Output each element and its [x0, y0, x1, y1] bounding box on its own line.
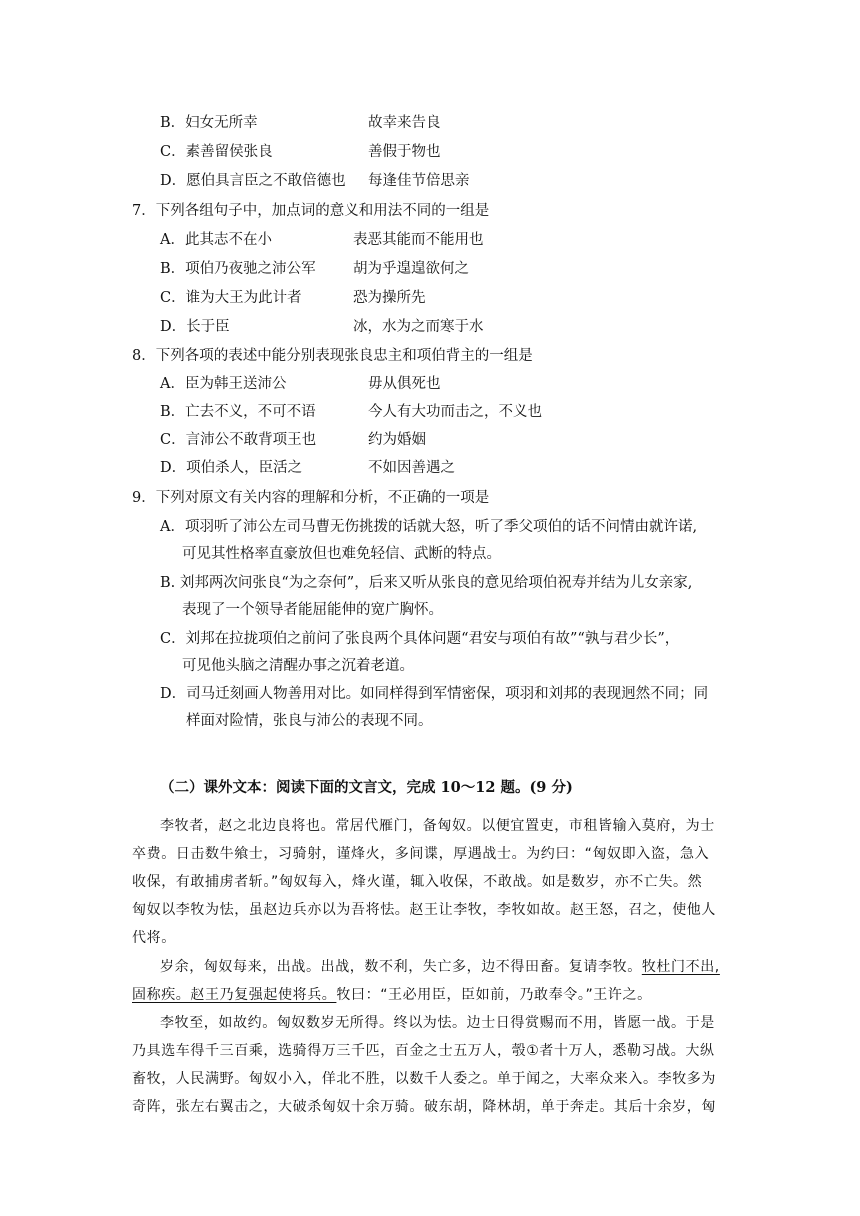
passage-p3-line2: 乃具选车得千三百乘，选骑得万三千匹，百金之士五万人，彀①者十万人，悉勒习战。大纵 — [132, 1043, 715, 1059]
q7-stem: 7．下列各组句子中，加点词的意义和用法不同的一组是 — [132, 203, 490, 219]
passage-p3-line4: 奇阵，张左右翼击之，大破杀匈奴十余万骑。破东胡，降林胡，单于奔走。其后十余岁，匈 — [132, 1099, 716, 1115]
passage-p2-line1 — [160, 957, 720, 977]
q6-option-c: C．素善留侯张良 — [160, 144, 273, 160]
q9-option-c-line1: C．刘邦在拉拢项伯之前问了张良两个具体问题“君安与项伯有故”“孰与君少长”， — [160, 631, 680, 647]
q8-option-c: C．言沛公不敢背项王也 — [160, 432, 317, 448]
q9-option-a-line2: 可见其性格率直豪放但也难免轻信、武断的特点。 — [182, 546, 501, 562]
q6-option-d: D．愿伯具言臣之不敢倍德也 — [160, 173, 346, 189]
q7-option-c: C．谁为大王为此计者 — [160, 290, 302, 306]
q8-option-d-right: 不如因善遇之 — [368, 460, 455, 476]
passage-p1-line1: 李牧者，赵之北边良将也。常居代雁门，备匈奴。以便宜置吏，市租皆输入莫府，为士 — [160, 818, 715, 834]
q8-option-a-right: 毋从俱死也 — [368, 376, 441, 392]
q8-option-b: B．亡去不义，不可不语 — [160, 404, 316, 420]
q7-option-a: A．此其志不在小 — [160, 232, 272, 248]
q6-option-d-right: 每逢佳节倍思亲 — [368, 173, 470, 189]
q7-option-b: B．项伯乃夜驰之沛公军 — [160, 261, 316, 277]
q8-option-d: D．项伯杀人，臣活之 — [160, 460, 303, 476]
passage-p3-line1: 李牧至，如故约。匈奴数岁无所得。终以为怯。边士日得赏赐而不用，皆愿一战。于是 — [160, 1015, 715, 1031]
q9-stem: 9．下列对原文有关内容的理解和分析，不正确的一项是 — [132, 490, 490, 506]
q9-option-d-line1: D．司马迁刻画人物善用对比。如同样得到军情密保，项羽和刘邦的表现迥然不同；同 — [160, 686, 709, 702]
passage-p1-line3: 收保，有敢捕虏者斩。”匈奴每入，烽火谨，辄入收保，不敢战。如是数岁，亦不亡失。然 — [132, 874, 703, 890]
q6-option-c-right: 善假于物也 — [368, 144, 441, 160]
q9-option-b-line2: 表现了一个领导者能屈能伸的宽广胸怀。 — [182, 602, 443, 618]
q7-option-d: D．长于臣 — [160, 319, 230, 335]
passage-p2-line2-plain: 牧曰：“王必用臣，臣如前，乃敢奉令。”王许之。 — [336, 987, 652, 1003]
section-2-title: （二）课外文本：阅读下面的文言文，完成 10～12 题。(9 分) — [160, 779, 573, 796]
q8-option-a: A．臣为韩王送沛公 — [160, 376, 287, 392]
q9-option-b-line1: B. 刘邦两次问张良“为之奈何”，后来又听从张良的意见给项伯祝寿并结为儿女亲家, — [160, 575, 693, 591]
q9-option-a-line1: A．项羽听了沛公左司马曹无伤挑拨的话就大怒，听了季父项伯的话不问情由就许诺, — [160, 519, 698, 535]
q7-option-c-right: 恐为操所先 — [353, 290, 426, 306]
q6-option-b: B．妇女无所幸 — [160, 115, 258, 131]
q9-option-c-line2: 可见他头脑之清醒办事之沉着老道。 — [182, 658, 414, 674]
passage-p2-underlined-a: 牧杜门不出, — [641, 959, 720, 975]
q8-option-c-right: 约为婚姻 — [368, 432, 426, 448]
passage-p3-line3: 畜牧，人民满野。匈奴小入，佯北不胜，以数千人委之。单于闻之，大率众来入。李牧多为 — [132, 1071, 716, 1087]
q6-option-b-right: 故幸来告良 — [368, 115, 441, 131]
q9-option-d-line2: 样面对险情，张良与沛公的表现不同。 — [186, 713, 433, 729]
passage-p1-line2: 卒费。日击数牛飨士，习骑射，谨烽火，多间谍，厚遇战士。为约曰：“匈奴即入盗，急入 — [132, 846, 710, 862]
passage-p1-line4: 匈奴以李牧为怯，虽赵边兵亦以为吾将怯。赵王让李牧，李牧如故。赵王怒，召之，使他人 — [132, 902, 716, 918]
q7-option-a-right: 表恶其能而不能用也 — [353, 232, 484, 248]
q7-option-d-right: 冰，水为之而寒于水 — [353, 319, 484, 335]
passage-p2-line2 — [132, 985, 652, 1005]
passage-p2-underlined-b: 固称疾。赵王乃复强起使将兵。 — [132, 987, 337, 1003]
q8-option-b-right: 今人有大功而击之，不义也 — [368, 404, 542, 420]
q7-option-b-right: 胡为乎遑遑欲何之 — [353, 261, 469, 277]
passage-p1-line5: 代将。 — [132, 930, 176, 946]
passage-p2-line1-plain: 岁余，匈奴每来，出战。出战，数不利，失亡多，边不得田畜。复请李牧。 — [160, 959, 642, 975]
q8-stem: 8．下列各项的表述中能分别表现张良忠主和项伯背主的一组是 — [132, 348, 533, 364]
